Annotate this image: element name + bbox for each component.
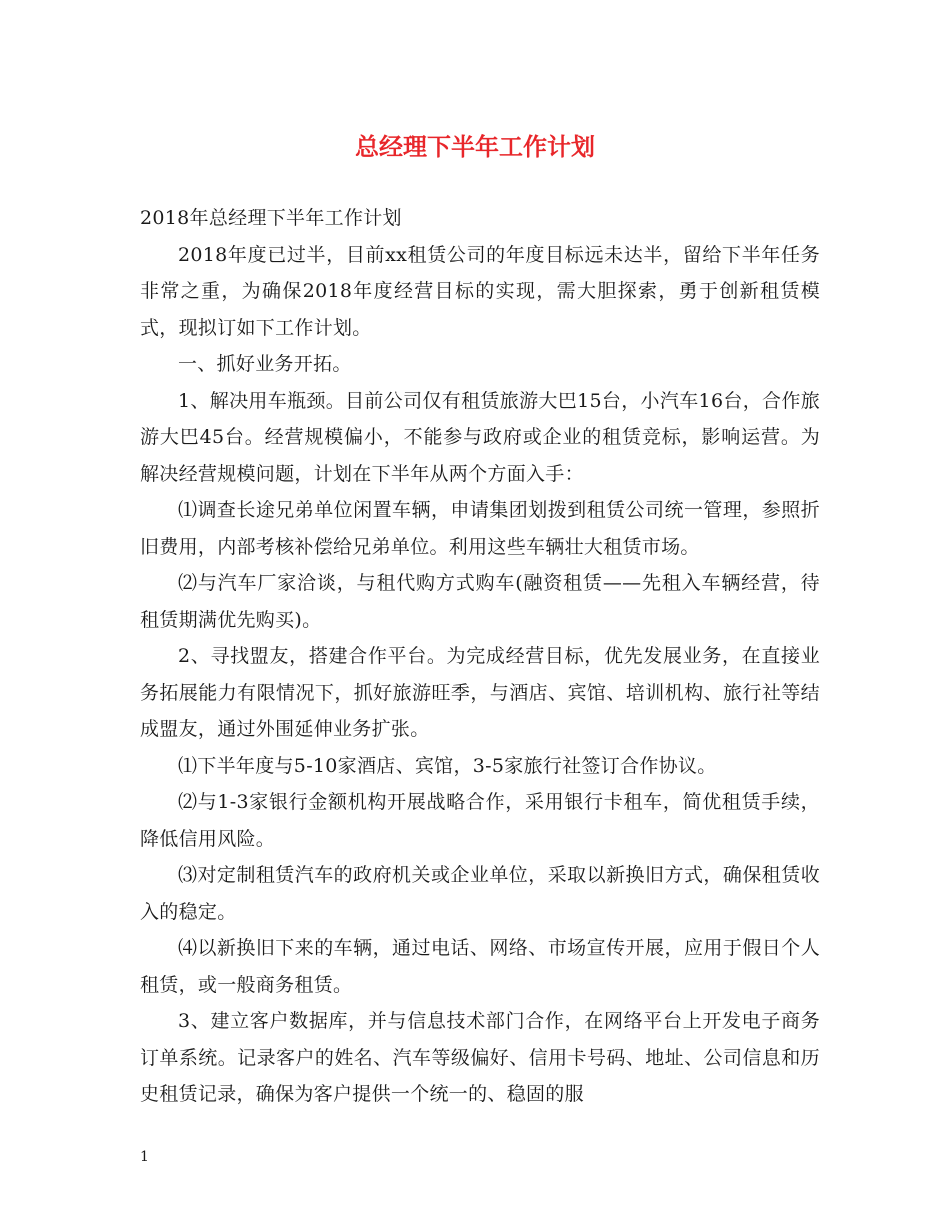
paragraph-item-1: 1、解决用车瓶颈。目前公司仅有租赁旅游大巴15台，小汽车16台，合作旅游大巴45台。经营规模偏小，不能参与政府或企业的租赁竞标，影响运营。为解决经营规模问题，计划在下半年从两个方面入手： bbox=[140, 389, 820, 485]
paragraph-intro: 2018年度已过半，目前xx租赁公司的年度目标远未达半，留给下半年任务非常之重，为确保2018年度经营目标的实现，需大胆探索，勇于创新租赁模式，现拟订如下工作计划。 bbox=[140, 243, 820, 339]
paragraph-subitem-2-3: ⑶对定制租赁汽车的政府机关或企业单位，采取以新换旧方式，确保租赁收入的稳定。 bbox=[140, 864, 820, 923]
section-heading-1: 一、抓好业务开拓。 bbox=[178, 353, 352, 375]
paragraph-item-2: 2、寻找盟友，搭建合作平台。为完成经营目标，优先发展业务，在直接业务拓展能力有限情况下，抓好旅游旺季，与酒店、宾馆、培训机构、旅行社等结成盟友，通过外围延伸业务扩张。 bbox=[140, 645, 820, 740]
paragraph-item-3: 3、建立客户数据库，并与信息技术部门合作，在网络平台上开发电子商务订单系统。记录客户的姓名、汽车等级偏好、信用卡号码、地址、公司信息和历史租赁记录，确保为客户提供一个统一的、稳固的服 bbox=[140, 1010, 820, 1105]
paragraph-subitem-2-2: ⑵与1-3家银行金额机构开展战略合作，采用银行卡租车，简优租赁手续，降低信用风险。 bbox=[140, 791, 820, 850]
document-title: 总经理下半年工作计划 bbox=[355, 133, 595, 161]
document-body bbox=[140, 200, 820, 1113]
page-number: 1 bbox=[140, 1149, 149, 1165]
paragraph-subitem-2-4: ⑷以新换旧下来的车辆，通过电话、网络、市场宣传开展，应用于假日个人租赁，或一般商务租赁。 bbox=[140, 937, 820, 996]
document-subtitle: 2018年总经理下半年工作计划 bbox=[140, 207, 402, 229]
paragraph-subitem-2-1: ⑴下半年度与5-10家酒店、宾馆，3-5家旅行社签订合作协议。 bbox=[178, 754, 717, 777]
paragraph-subitem-1-2: ⑵与汽车厂家洽谈，与租代购方式购车(融资租赁——先租入车辆经营，待租赁期满优先购买)。 bbox=[140, 572, 820, 631]
paragraph-subitem-1-1: ⑴调查长途兄弟单位闲置车辆，申请集团划拨到租赁公司统一管理，参照折旧费用，内部考核补偿给兄弟单位。利用这些车辆壮大租赁市场。 bbox=[140, 499, 820, 558]
